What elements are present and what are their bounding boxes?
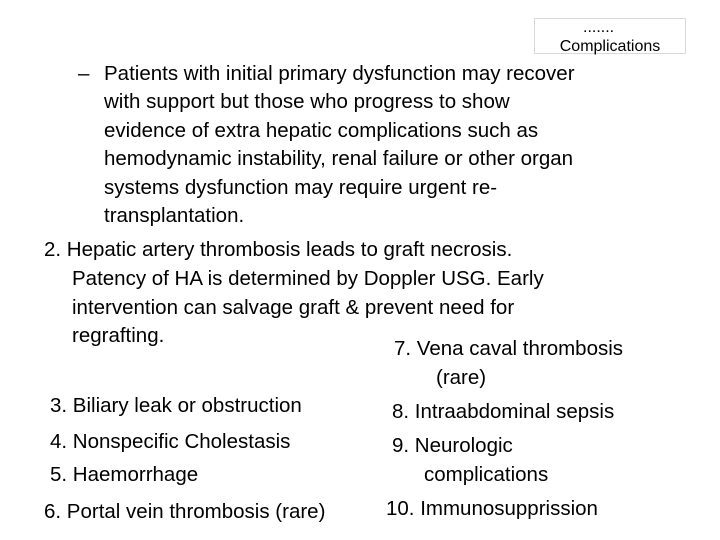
list-item-9: 9. Neurologic: [392, 434, 513, 457]
item2-line-2: Patency of HA is determined by Doppler USG. Early: [72, 267, 544, 290]
section-tag: [534, 18, 686, 54]
dash-item-line-6: transplantation.: [104, 204, 245, 227]
item2-line-3: intervention can salvage graft & prevent need for: [72, 296, 515, 319]
list-item-8: 8. Intraabdominal sepsis: [392, 400, 615, 423]
item2-line-1: 2. Hepatic artery thrombosis leads to graft necrosis.: [44, 238, 513, 261]
list-item-7: 7. Vena caval thrombosis: [394, 337, 624, 360]
section-tag-dots: .......: [583, 19, 615, 36]
dash-item-line-1: Patients with initial primary dysfunction may recover: [104, 62, 575, 85]
dash-marker: –: [78, 62, 90, 85]
dash-item-line-4: hemodynamic instability, renal failure or other organ: [104, 147, 574, 170]
list-item-6: 6. Portal vein thrombosis (rare): [44, 500, 326, 523]
list-item-7-cont: (rare): [436, 366, 487, 389]
list-item-10: 10. Immunosupprission: [386, 497, 598, 520]
item2-line-4: regrafting.: [72, 324, 165, 347]
list-item-9-cont: complications: [424, 463, 549, 486]
list-item-3: 3. Biliary leak or obstruction: [50, 394, 302, 417]
list-item-5: 5. Haemorrhage: [50, 463, 199, 486]
dash-item-line-3: evidence of extra hepatic complications such as: [104, 119, 539, 142]
dash-item-line-5: systems dysfunction may require urgent re-: [104, 176, 498, 199]
list-item-4: 4. Nonspecific Cholestasis: [50, 430, 291, 453]
dash-item-line-2: with support but those who progress to show: [104, 90, 510, 113]
section-tag-label: Complications: [559, 38, 661, 55]
